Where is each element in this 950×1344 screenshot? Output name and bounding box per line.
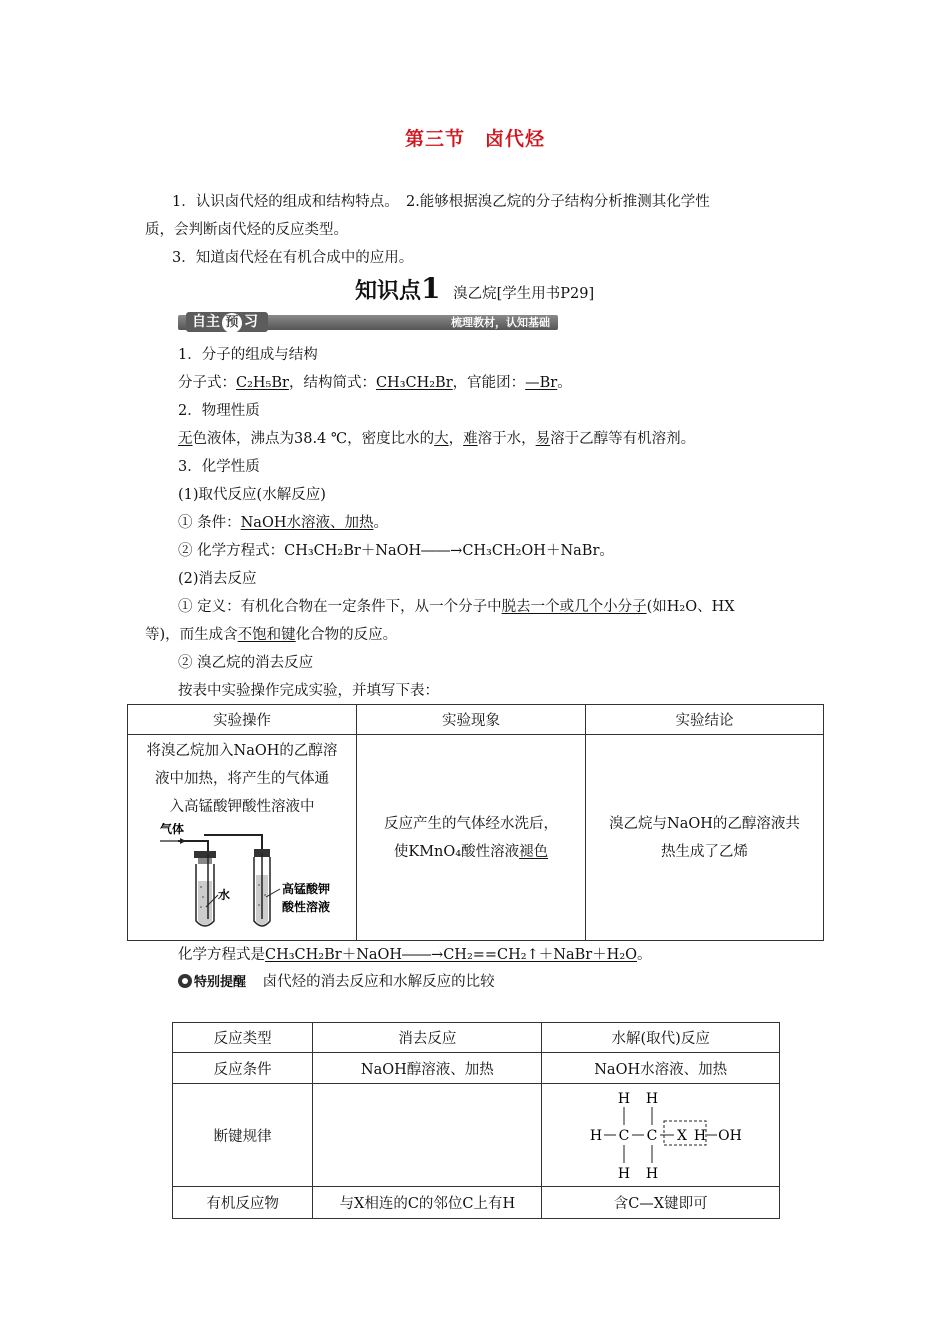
table-header: 反应类型 — [173, 1023, 313, 1053]
group-oh: OH — [717, 1128, 742, 1144]
table-header: 实验结论 — [586, 705, 824, 735]
bond-cleavage-structure-cell — [542, 1084, 780, 1187]
table-header: 实验操作 — [128, 705, 357, 735]
objective-line-1: 1．认识卤代烃的组成和结构特点。 2.能够根据溴乙烷的分子结构分析推测其化学性 — [172, 194, 710, 210]
conclusion-text: 热生成了乙烯 — [661, 843, 748, 860]
experiment-table — [127, 704, 824, 941]
section-2-heading: 2．物理性质 — [178, 403, 260, 419]
special-tip — [178, 970, 495, 991]
atom-c: C — [618, 1128, 630, 1144]
table-cell: 有机反应物 — [173, 1187, 313, 1219]
knowledge-point-number: 1 — [421, 272, 441, 305]
objective-line-3: 3．知道卤代烃在有机合成中的应用。 — [172, 250, 414, 266]
operation-text: 将溴乙烷加入NaOH的乙醇溶 — [146, 743, 338, 759]
table-header: 实验现象 — [356, 705, 585, 735]
atom-h: H — [645, 1166, 658, 1182]
knowledge-point-subtitle: 溴乙烷[学生用书P29] — [453, 286, 595, 302]
tip-icon — [178, 974, 192, 988]
table-cell: NaOH水溶液、加热 — [542, 1053, 780, 1084]
substitution-equation: ② 化学方程式：CH₃CH₂Br＋NaOH――→CH₃CH₂OH＋NaBr。 — [178, 543, 614, 559]
section-1-heading: 1．分子的组成与结构 — [178, 347, 318, 363]
figure-label-reagent: 酸性溶液 — [282, 900, 331, 914]
figure-label-gas: 气体 — [160, 823, 185, 836]
figure-label-reagent: 高锰酸钾 — [282, 882, 331, 896]
elimination-definition-1: ① 定义：有机化合物在一定条件下，从一个分子中脱去一个或几个小分子(如H₂O、HX — [178, 599, 735, 615]
atom-c: C — [646, 1128, 658, 1144]
self-study-banner — [178, 312, 558, 332]
table-intro: 按表中实验操作完成实验，并填写下表： — [178, 683, 439, 699]
apparatus-figure — [158, 823, 348, 931]
atom-x: X — [676, 1128, 687, 1144]
table-cell: 反应条件 — [173, 1053, 313, 1084]
substitution-heading: (1)取代反应(水解反应) — [178, 487, 326, 503]
section-3-heading: 3．化学性质 — [178, 459, 260, 475]
banner-label: 自主 预 习 — [186, 312, 268, 332]
knowledge-point-label: 知识点 — [355, 279, 422, 304]
atom-h: H — [693, 1128, 706, 1144]
knowledge-point-heading — [355, 272, 594, 305]
elimination-definition-2: 等)，而生成含不饱和键化合物的反应。 — [145, 627, 398, 643]
atom-h: H — [645, 1091, 658, 1107]
table-cell: 与X相连的C的邻位C上有H — [313, 1187, 542, 1219]
objective-line-2: 质，会判断卤代烃的反应类型。 — [145, 222, 348, 238]
atom-h: H — [589, 1128, 602, 1144]
substitution-condition: ① 条件：NaOH水溶液、加热。 — [178, 515, 388, 531]
bromoethane-elimination-heading: ② 溴乙烷的消去反应 — [178, 655, 314, 671]
banner-slogan: 梳理教材，认知基础 — [451, 316, 550, 329]
section-2-line: 无色液体，沸点为38.4 ℃，密度比水的大，难溶于水，易溶于乙醇等有机溶剂。 — [178, 431, 696, 447]
table-cell-empty — [313, 1084, 542, 1187]
table-cell: NaOH醇溶液、加热 — [313, 1053, 542, 1084]
conclusion-text: 溴乙烷与NaOH的乙醇溶液共 — [609, 815, 800, 832]
atom-h: H — [617, 1166, 630, 1182]
tip-text: 卤代烃的消去反应和水解反应的比较 — [262, 974, 495, 990]
operation-text: 液中加热，将产生的气体通 — [154, 771, 329, 787]
bond-cleavage-structure — [576, 1087, 746, 1183]
figure-label-water: 水 — [218, 888, 231, 902]
elimination-equation: 化学方程式是CH₃CH₂Br＋NaOH――→CH₂==CH₂↑＋NaBr＋H₂O。 — [178, 947, 652, 963]
table-cell: 断键规律 — [173, 1084, 313, 1187]
tip-label: 特别提醒 — [194, 975, 247, 990]
experiment-phenomenon-cell — [356, 735, 585, 941]
table-cell: 含C—X键即可 — [542, 1187, 780, 1219]
experiment-operation-cell — [128, 735, 357, 941]
experiment-conclusion-cell — [586, 735, 824, 941]
phenomenon-text: 反应产生的气体经水洗后， — [383, 815, 558, 832]
comparison-table — [172, 1022, 780, 1219]
phenomenon-text: 使KMnO₄酸性溶液褪色 — [393, 843, 549, 860]
table-header: 水解(取代)反应 — [542, 1023, 780, 1053]
page-title: 第三节 卤代烃 — [404, 128, 545, 150]
section-1-line: 分子式：C₂H₅Br，结构简式：CH₃CH₂Br，官能团：—Br。 — [178, 375, 572, 391]
table-header: 消去反应 — [313, 1023, 542, 1053]
operation-text: 入高锰酸钾酸性溶液中 — [169, 799, 315, 815]
atom-h: H — [617, 1091, 630, 1107]
elimination-heading: (2)消去反应 — [178, 571, 257, 587]
